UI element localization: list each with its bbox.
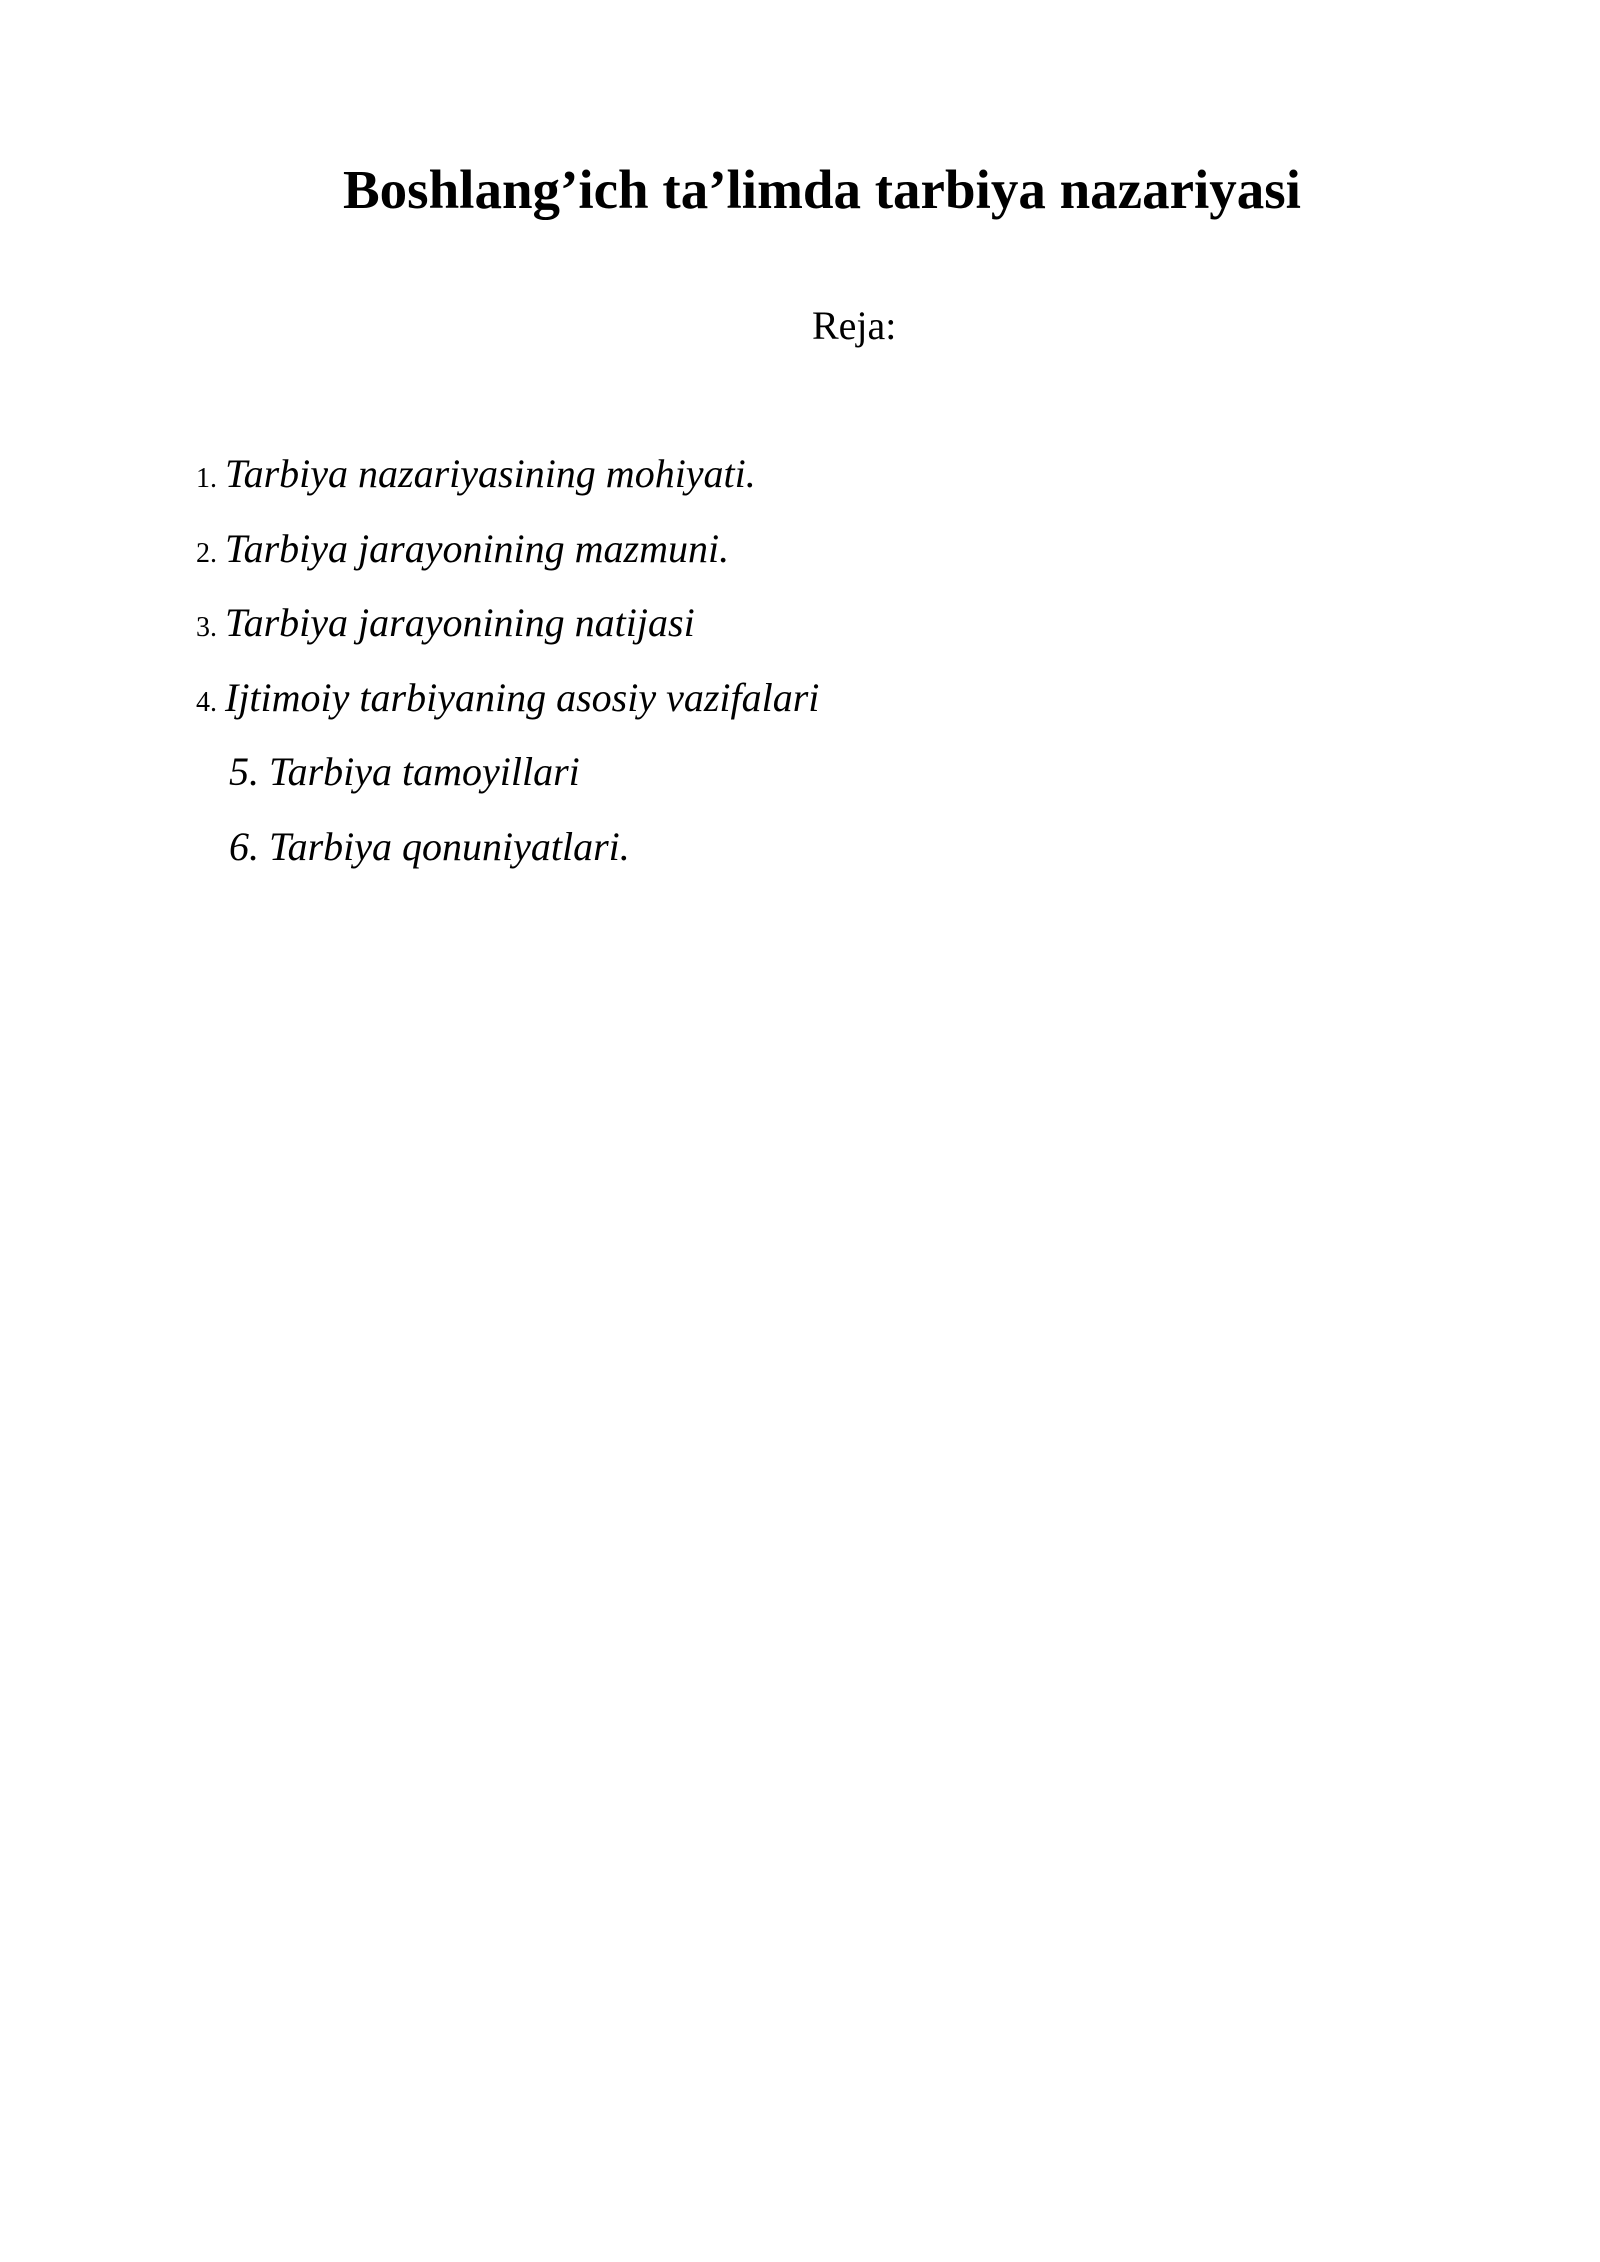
plan-item [196,673,819,732]
plan-item-number: 3. [196,612,217,643]
plan-heading: Reja: [812,303,897,348]
plan-item-number: 2. [196,538,217,569]
plan-item-text: Tarbiya tamoyillari [269,749,580,794]
plan-item-text: Ijtimoiy tarbiyaning asosiy vazifalari [225,675,820,720]
document-title: Boshlang’ich ta’limda tarbiya nazariyasi [343,159,1301,220]
plan-item [229,822,630,881]
plan-item-number: 1. [196,463,217,494]
plan-item [229,747,580,806]
plan-item-number: 6. [229,824,259,869]
plan-item-number: 5. [229,749,259,794]
plan-item-text: Tarbiya nazariyasining mohiyati. [225,451,756,496]
plan-item-text: Tarbiya jarayonining natijasi [225,600,695,645]
plan-item-text: Tarbiya qonuniyatlari. [269,824,630,869]
plan-item-text: Tarbiya jarayonining mazmuni. [225,526,730,571]
plan-item [196,524,729,583]
plan-item [196,449,756,508]
plan-item [196,598,695,657]
plan-item-number: 4. [196,687,217,718]
